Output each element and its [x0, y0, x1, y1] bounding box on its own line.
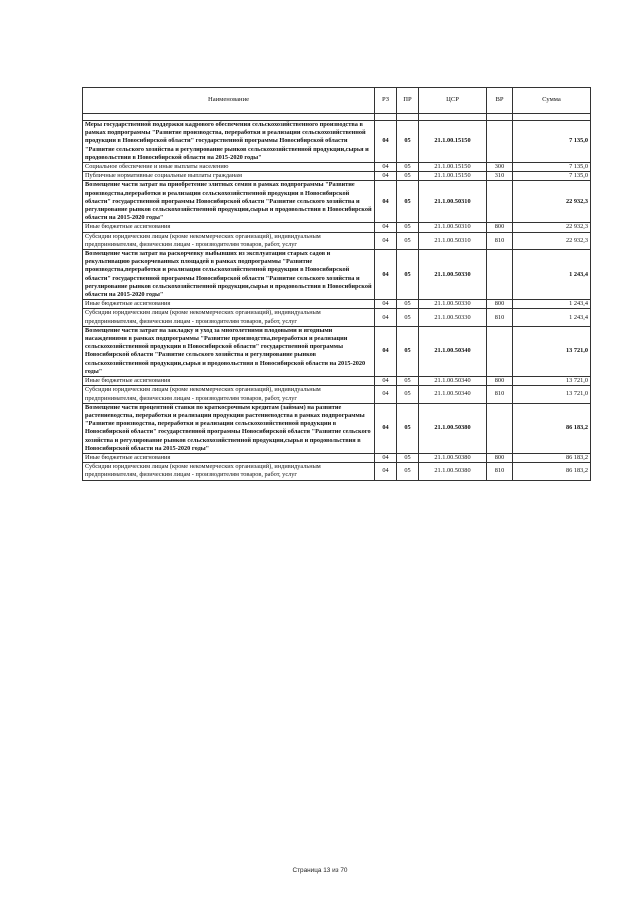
- cell-csr: 21.1.00.50310: [419, 181, 487, 223]
- cell-csr: 21.1.00.50380: [419, 453, 487, 462]
- cell-csr: 21.1.00.50380: [419, 403, 487, 453]
- table-row: [83, 223, 591, 232]
- cell-pr: 05: [397, 172, 419, 181]
- cell-name: Иные бюджетные ассигнования: [83, 300, 375, 309]
- cell-pr: 05: [397, 300, 419, 309]
- cell-pr: 05: [397, 453, 419, 462]
- table-row: [83, 121, 591, 163]
- cell-sum: 1 243,4: [513, 309, 591, 326]
- cell-csr: 21.1.00.50340: [419, 326, 487, 376]
- cell-csr: 21.1.00.50380: [419, 463, 487, 480]
- table-row: [83, 250, 591, 300]
- cell-sum: 7 135,0: [513, 172, 591, 181]
- cell-csr: 21.1.00.50310: [419, 223, 487, 232]
- cell-pr: 05: [397, 463, 419, 480]
- cell-sum: 86 183,2: [513, 403, 591, 453]
- cell-pr: 05: [397, 223, 419, 232]
- header-spacer-row: [83, 114, 591, 121]
- cell-csr: 21.1.00.15150: [419, 172, 487, 181]
- cell-name: Субсидии юридическим лицам (кроме некоммерческих организаций), индивидуальным предпринимателям, физическим лицам - производителям товаров, работ, услуг: [83, 386, 375, 403]
- cell-rz: 04: [375, 309, 397, 326]
- table-row: [83, 309, 591, 326]
- cell-name: Иные бюджетные ассигнования: [83, 223, 375, 232]
- table-row: [83, 386, 591, 403]
- header-csr: ЦСР: [419, 88, 487, 114]
- cell-csr: 21.1.00.50330: [419, 309, 487, 326]
- header-sum: Сумма: [513, 88, 591, 114]
- header-name: Наименование: [83, 88, 375, 114]
- table-row: [83, 163, 591, 172]
- cell-vr: 300: [487, 163, 513, 172]
- cell-rz: 04: [375, 386, 397, 403]
- cell-sum: 22 932,3: [513, 181, 591, 223]
- cell-sum: 7 135,0: [513, 163, 591, 172]
- cell-pr: 05: [397, 232, 419, 249]
- cell-vr: [487, 250, 513, 300]
- table-row: [83, 232, 591, 249]
- table-row: [83, 463, 591, 480]
- cell-csr: 21.1.00.50330: [419, 300, 487, 309]
- cell-pr: 05: [397, 181, 419, 223]
- cell-pr: 05: [397, 121, 419, 163]
- cell-vr: [487, 403, 513, 453]
- budget-table: [82, 87, 591, 481]
- cell-sum: 13 721,0: [513, 326, 591, 376]
- cell-sum: 22 932,3: [513, 223, 591, 232]
- table-row: [83, 326, 591, 376]
- cell-csr: 21.1.00.50340: [419, 386, 487, 403]
- cell-csr: 21.1.00.15150: [419, 163, 487, 172]
- cell-csr: 21.1.00.50340: [419, 377, 487, 386]
- cell-name: Публичные нормативные социальные выплаты гражданам: [83, 172, 375, 181]
- cell-pr: 05: [397, 386, 419, 403]
- table-row: [83, 300, 591, 309]
- cell-name: Субсидии юридическим лицам (кроме некоммерческих организаций), индивидуальным предпринимателям, физическим лицам - производителям товаров, работ, услуг: [83, 463, 375, 480]
- cell-sum: 13 721,0: [513, 386, 591, 403]
- cell-csr: 21.1.00.50310: [419, 232, 487, 249]
- page-number-footer: Страница 13 из 70: [292, 867, 348, 874]
- cell-rz: 04: [375, 326, 397, 376]
- cell-rz: 04: [375, 300, 397, 309]
- cell-pr: 05: [397, 326, 419, 376]
- cell-name: Субсидии юридическим лицам (кроме некоммерческих организаций), индивидуальным предпринимателям, физическим лицам - производителям товаров, работ, услуг: [83, 309, 375, 326]
- cell-sum: 1 243,4: [513, 300, 591, 309]
- cell-rz: 04: [375, 403, 397, 453]
- table-row: [83, 453, 591, 462]
- cell-rz: 04: [375, 250, 397, 300]
- cell-rz: 04: [375, 172, 397, 181]
- cell-sum: 86 183,2: [513, 453, 591, 462]
- cell-rz: 04: [375, 377, 397, 386]
- cell-name: Иные бюджетные ассигнования: [83, 377, 375, 386]
- cell-rz: 04: [375, 121, 397, 163]
- cell-pr: 05: [397, 250, 419, 300]
- cell-name: Социальное обеспечение и иные выплаты населению: [83, 163, 375, 172]
- cell-name: Меры государственной поддержки кадрового обеспечения сельскохозяйственного производства в рамках подпрограммы "Развитие производства, переработки и реализации сельскохозяйственной продукции в Новосибирской области" государственной программы Новосибирской области "Развитие сельского хозяйства и регулирование рынков сельскохозяйственной продукции,сырья и продовольствия в Новосибирской области на 2015-2020 годы": [83, 121, 375, 163]
- cell-name: Возмещение части затрат на приобретение элитных семян в рамках подпрограммы "Развитие производства,переработки и реализации сельскохозяйственной продукции в Новосибирской области" государственной программы Новосибирской области "Развитие сельского хозяйства и регулирование рынков сельскохозяйственной продукции,сырья и продовольствия в Новосибирской области на 2015-2020 годы": [83, 181, 375, 223]
- cell-sum: 22 932,3: [513, 232, 591, 249]
- cell-sum: 7 135,0: [513, 121, 591, 163]
- cell-rz: 04: [375, 463, 397, 480]
- cell-name: Субсидии юридическим лицам (кроме некоммерческих организаций), индивидуальным предпринимателям, физическим лицам - производителям товаров, работ, услуг: [83, 232, 375, 249]
- cell-vr: 810: [487, 232, 513, 249]
- cell-vr: 800: [487, 377, 513, 386]
- cell-vr: 800: [487, 300, 513, 309]
- cell-rz: 04: [375, 163, 397, 172]
- cell-rz: 04: [375, 453, 397, 462]
- cell-pr: 05: [397, 377, 419, 386]
- cell-vr: [487, 326, 513, 376]
- cell-sum: 13 721,0: [513, 377, 591, 386]
- cell-vr: [487, 181, 513, 223]
- table-row: [83, 172, 591, 181]
- cell-csr: 21.1.00.50330: [419, 250, 487, 300]
- cell-name: Иные бюджетные ассигнования: [83, 453, 375, 462]
- cell-vr: 800: [487, 453, 513, 462]
- cell-vr: 810: [487, 309, 513, 326]
- cell-rz: 04: [375, 181, 397, 223]
- cell-rz: 04: [375, 223, 397, 232]
- cell-pr: 05: [397, 309, 419, 326]
- cell-vr: [487, 121, 513, 163]
- table-row: [83, 181, 591, 223]
- table-body: [83, 121, 591, 481]
- cell-vr: 810: [487, 386, 513, 403]
- cell-name: Возмещение части затрат на закладку и уход за многолетними плодовыми и ягодными насаждениями в рамках подпрограммы "Развитие производства,переработки и реализации сельскохозяйственной продукции в Новосибирской области" государственной программы Новосибирской области "Развитие сельского хозяйства и регулирование рынков сельскохозяйственной продукции,сырья и продовольствия в Новосибирской области на 2015-2020 годы": [83, 326, 375, 376]
- cell-rz: 04: [375, 232, 397, 249]
- table-row: [83, 377, 591, 386]
- cell-csr: 21.1.00.15150: [419, 121, 487, 163]
- cell-sum: 1 243,4: [513, 250, 591, 300]
- cell-vr: 810: [487, 463, 513, 480]
- header-rz: РЗ: [375, 88, 397, 114]
- header-pr: ПР: [397, 88, 419, 114]
- cell-vr: 310: [487, 172, 513, 181]
- cell-name: Возмещение части процентной ставки по краткосрочным кредитам (займам) на развитие растениеводства, переработки и реализации продукции растениеводства в рамках подпрограммы "Развитие производства, переработки и реализации сельскохозяйственной продукции в Новосибирской области" государственной программы Новосибирской области "Развитие сельского хозяйства и регулирование рынков сельскохозяйственной продукции,сырья и продовольствия в Новосибирской области на 2015-2020 годы": [83, 403, 375, 453]
- cell-name: Возмещение части затрат на раскорчевку выбывших из эксплуатации старых садов и рекультивацию раскорчеванных площадей в рамках подпрограммы "Развитие производства,переработки и реализации сельскохозяйственной продукции в Новосибирской области" государственной программы Новосибирской области "Развитие сельского хозяйства и регулирование рынков сельскохозяйственной продукции,сырья и продовольствия в Новосибирской области на 2015-2020 годы": [83, 250, 375, 300]
- cell-pr: 05: [397, 163, 419, 172]
- table-header: [83, 88, 591, 121]
- cell-sum: 86 183,2: [513, 463, 591, 480]
- header-vr: ВР: [487, 88, 513, 114]
- cell-vr: 800: [487, 223, 513, 232]
- cell-pr: 05: [397, 403, 419, 453]
- table-row: [83, 403, 591, 453]
